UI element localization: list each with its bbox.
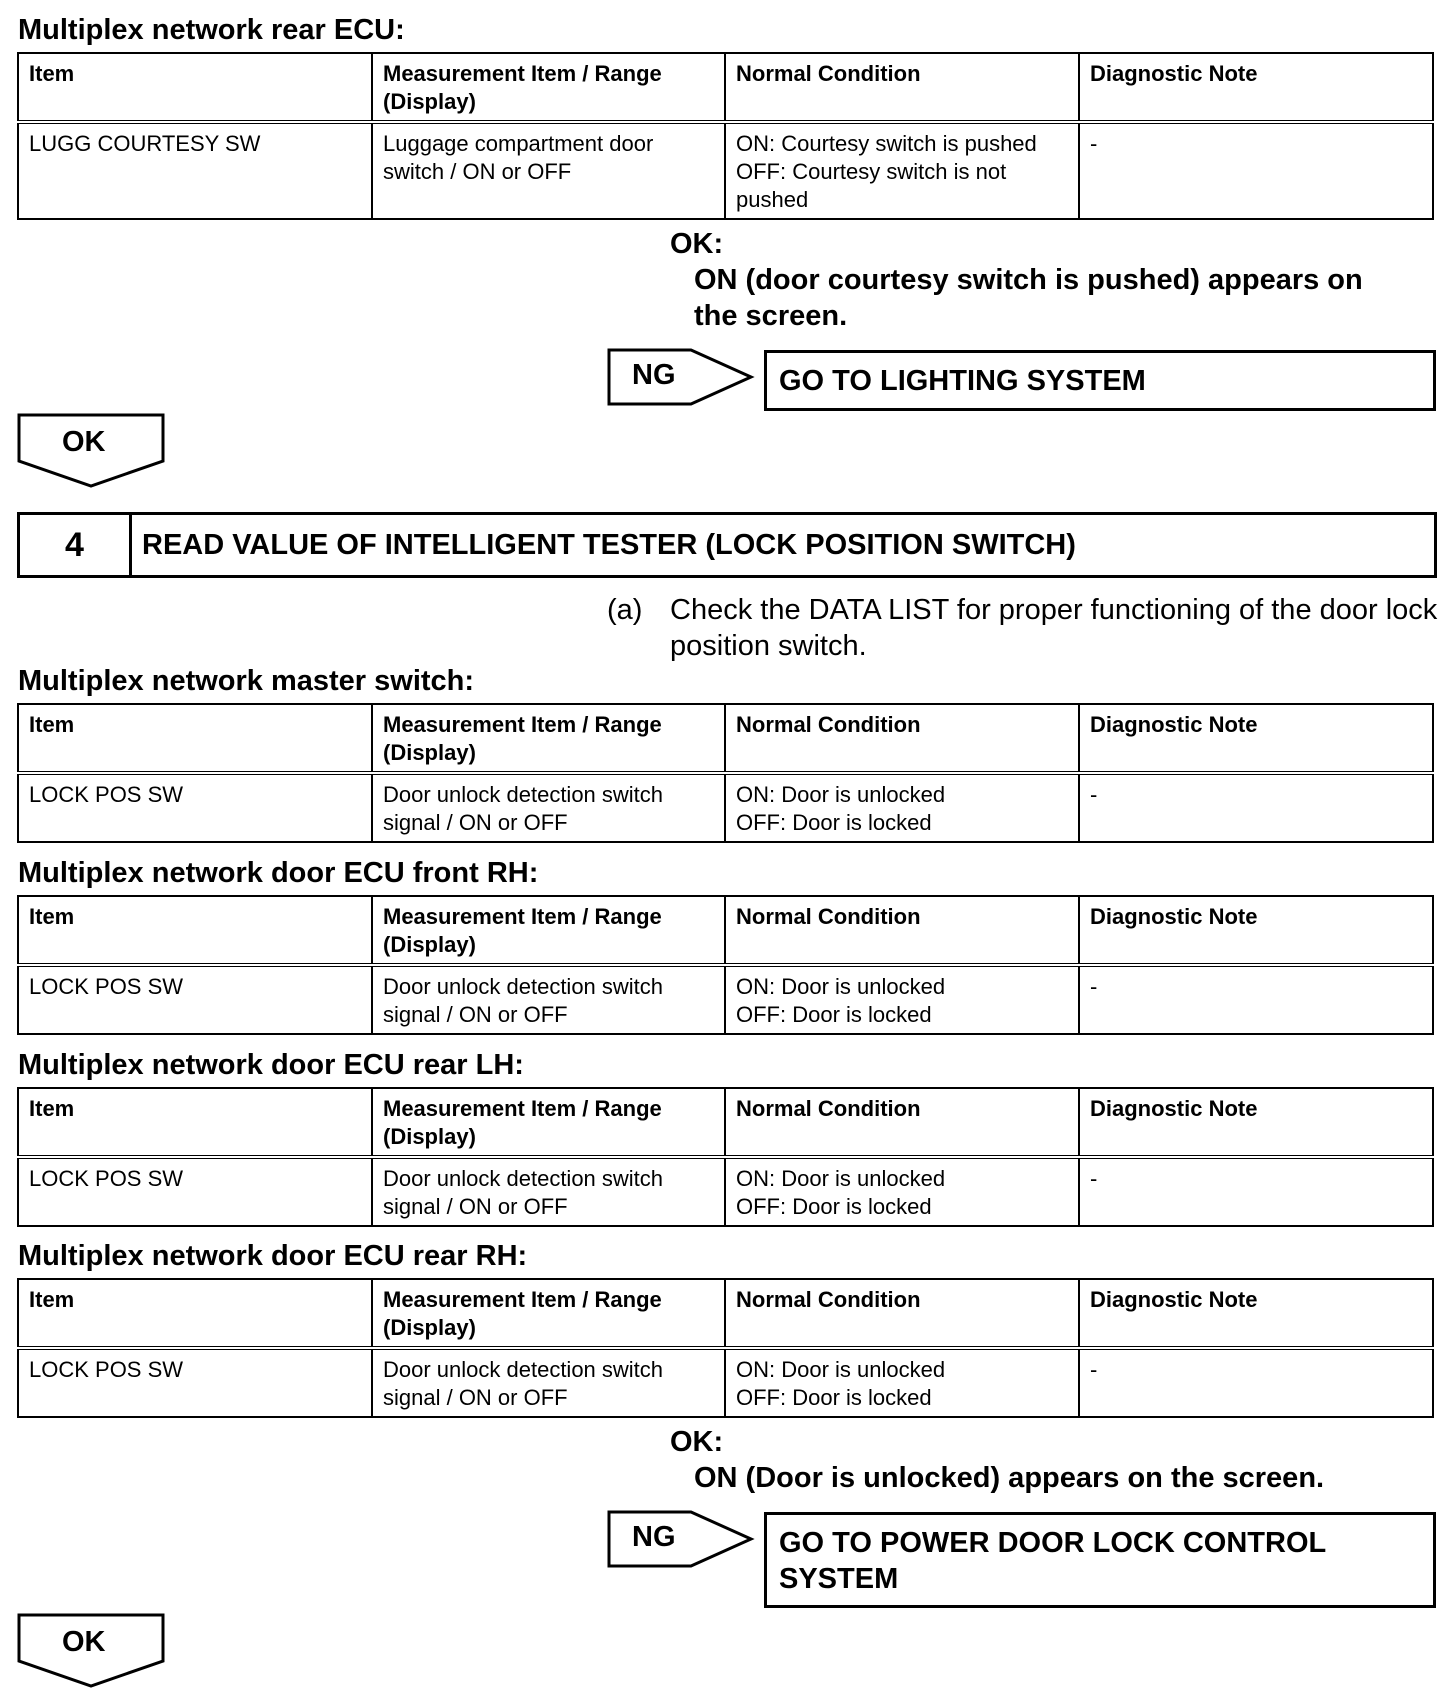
- header-cell: Normal Condition: [725, 53, 1079, 122]
- cell-item: LOCK POS SW: [18, 773, 372, 842]
- table-header-row: [18, 704, 1433, 773]
- ok-label-2: OK:: [670, 1426, 724, 1458]
- header-cell: Measurement Item / Range (Display): [372, 1279, 725, 1348]
- data-table-rear-rh: [17, 1278, 1434, 1418]
- header-cell: Diagnostic Note: [1079, 1279, 1433, 1348]
- table-row: [18, 122, 1433, 219]
- table-row: [18, 773, 1433, 842]
- cell-measurement: Luggage compartment door switch / ON or OFF: [372, 122, 725, 219]
- cell-item: LOCK POS SW: [18, 1157, 372, 1226]
- ng-action-box-1: GO TO LIGHTING SYSTEM: [764, 350, 1436, 411]
- cell-normal-condition: ON: Door is unlocked OFF: Door is locked: [725, 1348, 1079, 1417]
- cell-normal-condition: ON: Courtesy switch is pushed OFF: Courtesy switch is not pushed: [725, 122, 1079, 219]
- header-cell: Item: [18, 704, 372, 773]
- substep-text: Check the DATA LIST for proper functioning of the door lock position switch.: [670, 594, 1438, 662]
- ok-arrow-label-2: OK: [62, 1626, 106, 1658]
- header-cell: Diagnostic Note: [1079, 53, 1433, 122]
- step-4-header: [17, 512, 1437, 578]
- header-cell: Normal Condition: [725, 896, 1079, 965]
- section-title-rear-ecu: Multiplex network rear ECU:: [18, 14, 405, 46]
- header-cell: Measurement Item / Range (Display): [372, 1088, 725, 1157]
- table-header-row: [18, 1088, 1433, 1157]
- cell-normal-condition: ON: Door is unlocked OFF: Door is locked: [725, 773, 1079, 842]
- header-cell: Diagnostic Note: [1079, 704, 1433, 773]
- cell-diagnostic-note: -: [1079, 773, 1433, 842]
- header-cell: Normal Condition: [725, 1279, 1079, 1348]
- step-title: READ VALUE OF INTELLIGENT TESTER (LOCK POSITION SWITCH): [142, 528, 1076, 561]
- ng-label-2: NG: [632, 1521, 676, 1553]
- ok-condition-text-1: ON (door courtesy switch is pushed) appears on the screen.: [694, 264, 1363, 332]
- ng-arrow-2: [607, 1510, 755, 1568]
- cell-measurement: Door unlock detection switch signal / ON or OFF: [372, 965, 725, 1034]
- header-cell: Measurement Item / Range (Display): [372, 704, 725, 773]
- cell-measurement: Door unlock detection switch signal / ON or OFF: [372, 773, 725, 842]
- table-header-row: [18, 53, 1433, 122]
- ng-label-1: NG: [632, 359, 676, 391]
- table-row: [18, 965, 1433, 1034]
- data-table-master-switch: [17, 703, 1434, 843]
- section-title-rear-lh: Multiplex network door ECU rear LH:: [18, 1049, 524, 1081]
- cell-normal-condition: ON: Door is unlocked OFF: Door is locked: [725, 1157, 1079, 1226]
- header-cell: Measurement Item / Range (Display): [372, 896, 725, 965]
- data-table-rear-lh: [17, 1087, 1434, 1227]
- ng-arrow-1: [607, 348, 755, 406]
- table-header-row: [18, 896, 1433, 965]
- table-row: [18, 1157, 1433, 1226]
- cell-item: LUGG COURTESY SW: [18, 122, 372, 219]
- ok-condition-text-2: ON (Door is unlocked) appears on the screen.: [694, 1462, 1325, 1494]
- ok-arrow-label-1: OK: [62, 426, 106, 458]
- cell-normal-condition: ON: Door is unlocked OFF: Door is locked: [725, 965, 1079, 1034]
- header-cell: Normal Condition: [725, 704, 1079, 773]
- section-title-master-switch: Multiplex network master switch:: [18, 665, 475, 697]
- cell-diagnostic-note: -: [1079, 965, 1433, 1034]
- ok-label-1: OK:: [670, 228, 724, 260]
- substep-marker: (a): [607, 594, 643, 626]
- table-header-row: [18, 1279, 1433, 1348]
- header-cell: Item: [18, 1279, 372, 1348]
- header-cell: Diagnostic Note: [1079, 896, 1433, 965]
- header-cell: Measurement Item / Range (Display): [372, 53, 725, 122]
- cell-item: LOCK POS SW: [18, 965, 372, 1034]
- cell-diagnostic-note: -: [1079, 1348, 1433, 1417]
- cell-diagnostic-note: -: [1079, 1157, 1433, 1226]
- section-title-front-rh: Multiplex network door ECU front RH:: [18, 857, 539, 889]
- section-title-rear-rh: Multiplex network door ECU rear RH:: [18, 1240, 528, 1272]
- cell-item: LOCK POS SW: [18, 1348, 372, 1417]
- step-number: 4: [20, 515, 132, 575]
- data-table-rear-ecu: [17, 52, 1434, 220]
- header-cell: Diagnostic Note: [1079, 1088, 1433, 1157]
- header-cell: Item: [18, 1088, 372, 1157]
- header-cell: Item: [18, 896, 372, 965]
- data-table-front-rh: [17, 895, 1434, 1035]
- ng-action-box-2: GO TO POWER DOOR LOCK CONTROL SYSTEM: [764, 1512, 1436, 1608]
- header-cell: Item: [18, 53, 372, 122]
- header-cell: Normal Condition: [725, 1088, 1079, 1157]
- table-row: [18, 1348, 1433, 1417]
- cell-measurement: Door unlock detection switch signal / ON or OFF: [372, 1157, 725, 1226]
- cell-measurement: Door unlock detection switch signal / ON or OFF: [372, 1348, 725, 1417]
- cell-diagnostic-note: -: [1079, 122, 1433, 219]
